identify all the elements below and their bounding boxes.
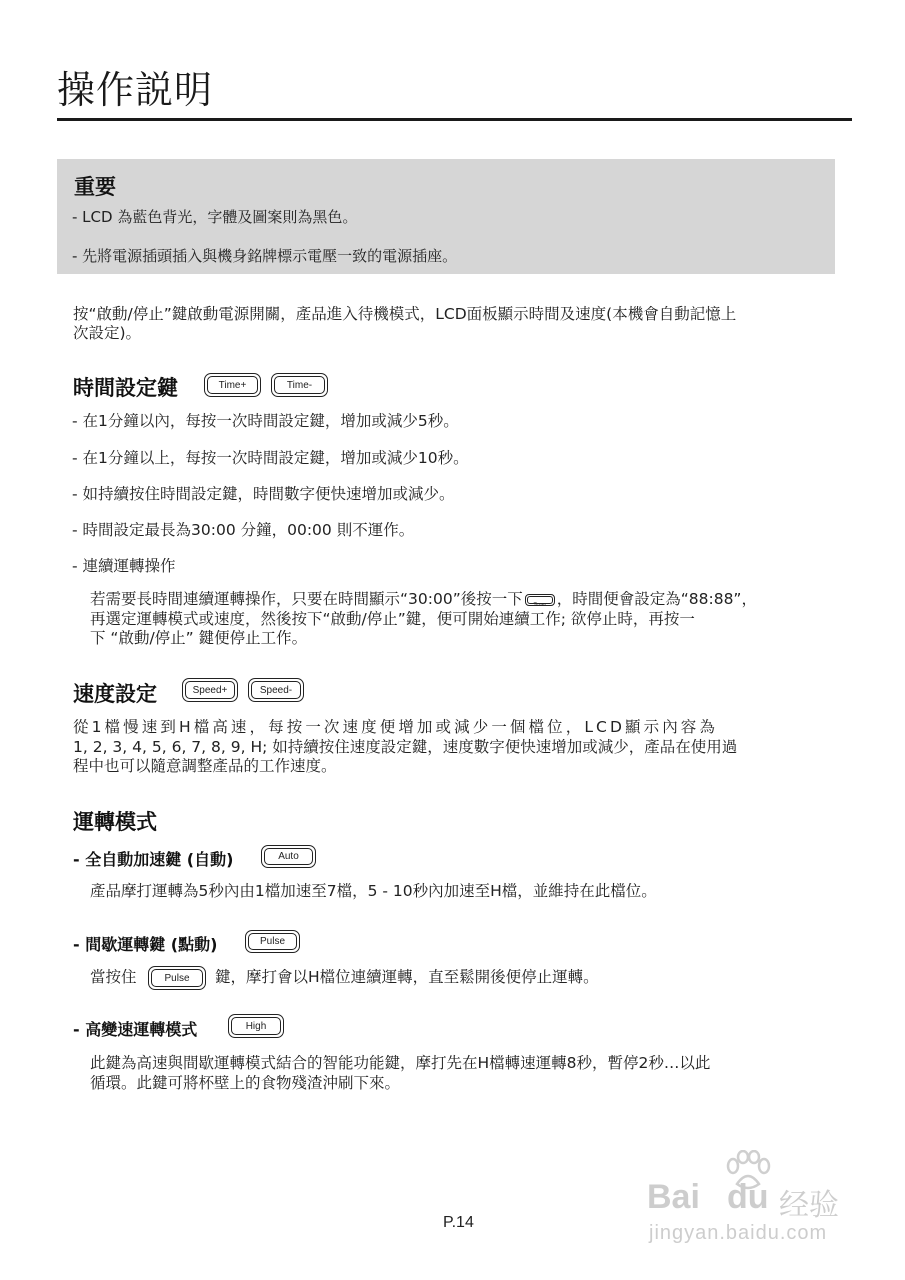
time-bullet-4: - 時間設定最長為30:00 分鐘，00:00 則不運作。 <box>72 521 415 539</box>
notice-line-lcd: - LCD 為藍色背光，字體及圖案則為黑色。 <box>72 208 358 226</box>
watermark-brand: Bai <box>647 1178 700 1216</box>
high-mode-line-1: 此鍵為高速與間歇運轉模式結合的智能功能鍵，摩打先在H檔轉速運轉8秒，暫停2秒…以此 <box>90 1054 711 1072</box>
time-bullet-2: - 在1分鐘以上，每按一次時間設定鍵，增加或減少10秒。 <box>72 449 469 467</box>
page-title: 操作説明 <box>57 68 214 112</box>
speed-line-1: 從1檔慢速到H檔高速，每按一次速度便增加或減少一個檔位，LCD顯示內容為 <box>73 718 719 736</box>
high-key-icon: High <box>228 1014 284 1038</box>
notice-line-power: - 先將電源插頭插入與機身銘牌標示電壓一致的電源插座。 <box>72 247 458 265</box>
baidu-jingyan-watermark <box>643 1150 853 1250</box>
time-minus-key-icon: Time- <box>271 373 328 397</box>
high-mode-line-2: 循環。此鍵可將杯壁上的食物殘渣沖刷下來。 <box>90 1074 401 1092</box>
pulse-key-icon: Pulse <box>245 930 300 953</box>
watermark-jingyan: 经验 <box>779 1188 839 1223</box>
speed-plus-key-icon: Speed+ <box>182 678 238 702</box>
time-plus-key-icon: Time+ <box>204 373 261 397</box>
pulse-inline-key-icon: Pulse <box>148 966 206 990</box>
speed-line-3: 程中也可以隨意調整產品的工作速度。 <box>73 757 337 775</box>
important-notice-box <box>57 159 835 274</box>
auto-key-icon: Auto <box>261 845 316 868</box>
speed-section-heading: 速度設定 <box>73 682 157 706</box>
mode-section-heading: 運轉模式 <box>73 810 157 834</box>
time-minus-inline-key-icon: Time- <box>525 594 555 606</box>
continuous-line-2: 再選定運轉模式或速度，然後按下“啟動/停止”鍵，便可開始連續工作; 欲停止時，再按一 <box>90 610 695 628</box>
high-mode-heading: - 高變速運轉模式 <box>73 1020 198 1039</box>
time-bullet-3: - 如持續按住時間設定鍵，時間數字便快速增加或減少。 <box>72 485 455 503</box>
pulse-mode-heading: - 間歇運轉鍵 (點動) <box>73 935 218 954</box>
intro-line-1: 按“啟動/停止”鍵啟動電源開關，產品進入待機模式，LCD面板顯示時間及速度(本機會自動記憶上 <box>73 305 737 323</box>
title-divider <box>57 118 852 121</box>
pulse-mode-description-lead: 當按住 <box>90 968 137 986</box>
notice-heading: 重要 <box>74 175 116 199</box>
time-bullet-1: - 在1分鐘以內，每按一次時間設定鍵，增加或減少5秒。 <box>72 412 459 430</box>
intro-line-2: 次設定)。 <box>73 324 142 342</box>
time-bullet-5: - 連續運轉操作 <box>72 557 176 575</box>
time-section-heading: 時間設定鍵 <box>73 376 178 400</box>
watermark-brand-2: du <box>727 1178 769 1216</box>
page-number: P.14 <box>443 1214 474 1231</box>
continuous-line-3: 下 “啟動/停止” 鍵便停止工作。 <box>90 629 308 647</box>
auto-mode-description: 產品摩打運轉為5秒內由1檔加速至7檔，5 - 10秒內加速至H檔，並維持在此檔位。 <box>90 882 657 900</box>
continuous-line-1: 若需要長時間連續運轉操作，只要在時間顯示“30:00”後按一下 Time- ，時間便會設定為“88:88”， <box>90 590 757 608</box>
auto-mode-heading: - 全自動加速鍵 (自動) <box>73 850 234 869</box>
pulse-mode-description: 鍵，摩打會以H檔位連續運轉，直至鬆開後便停止運轉。 <box>215 968 599 986</box>
speed-line-2: 1, 2, 3, 4, 5, 6, 7, 8, 9, H; 如持續按住速度設定鍵，速度數字便快速增加或減少，產品在使用過 <box>73 738 738 756</box>
watermark-url: jingyan.baidu.com <box>649 1222 828 1244</box>
speed-minus-key-icon: Speed- <box>248 678 304 702</box>
